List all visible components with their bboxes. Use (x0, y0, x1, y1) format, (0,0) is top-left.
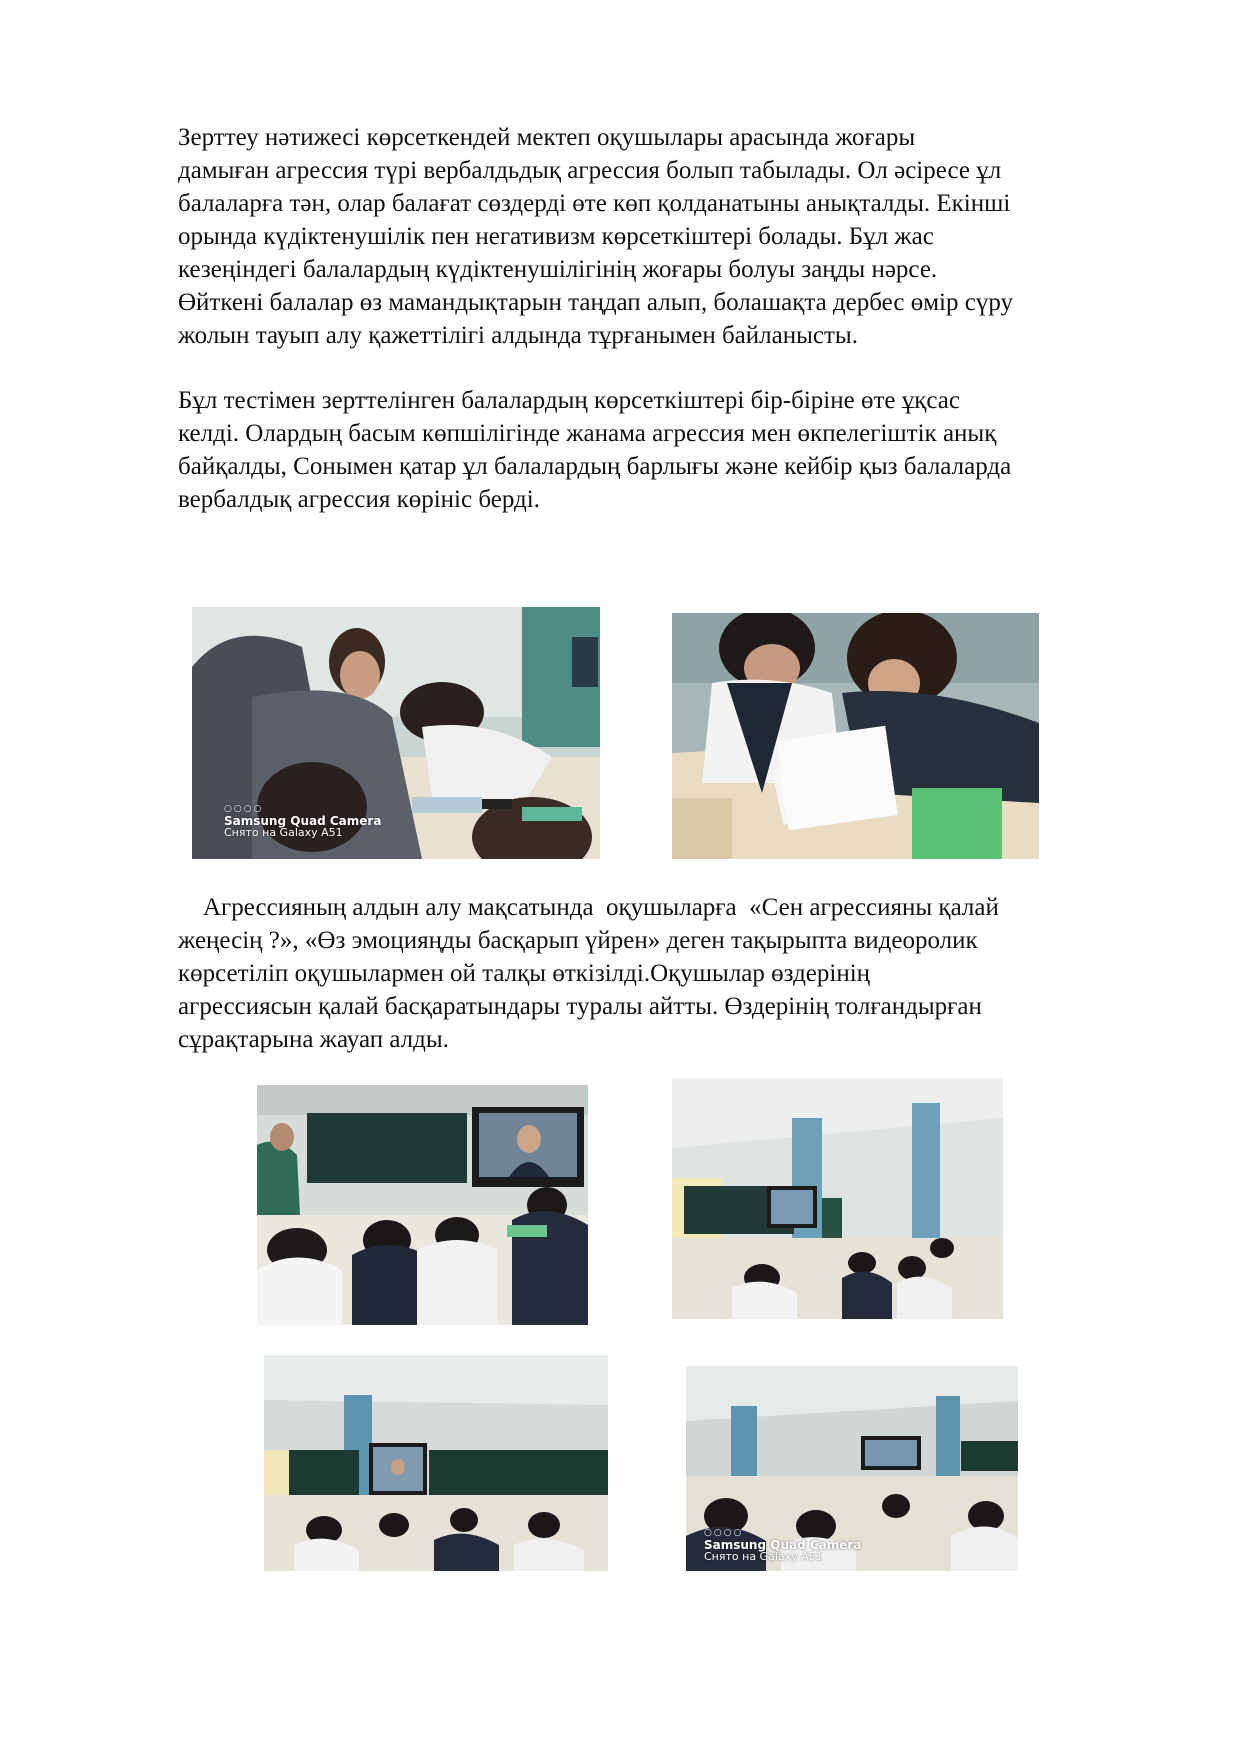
photo-classroom-video-3 (264, 1355, 608, 1571)
text-line: сұрақтарына жауап алды. (178, 1026, 449, 1053)
text-line: Өйткені балалар өз мамандықтарын таңдап алып, болашақта дербес өмір сүру (178, 289, 1013, 316)
text-line: Агрессияның алдын алу мақсатында оқушыларға «Сен агрессияны қалай (178, 894, 999, 921)
camera-watermark (224, 803, 381, 839)
text-line: балаларға тән, олар балағат сөздерді өте көп қолданатыны анықталды. Екінші (178, 190, 1011, 217)
watermark-device: Снято на Galaxy A51 (224, 826, 343, 839)
text-line: вербалдық агрессия көрініс берді. (178, 486, 540, 513)
text-line: көрсетіліп оқушылармен ой талқы өткізілді.Оқушылар өздерінің (178, 960, 871, 987)
watermark-dots: ○○○○ (704, 1528, 744, 1538)
text-line: агрессиясын қалай басқаратындары туралы айтты. Өздерінің толғандырған (178, 993, 982, 1020)
paragraph-test-findings (178, 384, 1158, 516)
watermark-dots: ○○○○ (224, 804, 264, 814)
text-line: Зерттеу нәтижесі көрсеткендей мектеп оқушылары арасында жоғары (178, 124, 916, 151)
watermark-camera: Samsung Quad Camera (704, 1538, 862, 1552)
photo-students-writing (672, 613, 1039, 859)
text-line: келді. Олардың басым көпшілігінде жанама агрессия мен өкпелегіштік анық (178, 420, 997, 447)
camera-watermark (704, 1527, 861, 1563)
watermark-device: Снято на Galaxy A51 (704, 1550, 823, 1563)
photo-teacher-with-students (192, 607, 600, 859)
text-line: жолын тауып алу қажеттілігі алдында тұрғанымен байланысты. (178, 322, 858, 349)
photo-classroom-video-1 (257, 1085, 588, 1325)
text-line: байқалды, Сонымен қатар ұл балалардың барлығы және кейбір қыз балаларда (178, 453, 1012, 480)
watermark-camera: Samsung Quad Camera (224, 814, 382, 828)
text-line: орында күдіктенушілік пен негативизм көрсеткіштері болады. Бұл жас (178, 223, 934, 250)
text-line: Бұл тестімен зерттелінген балалардың көрсеткіштері бір-біріне өте ұқсас (178, 387, 960, 414)
paragraph-prevention (178, 891, 1158, 1056)
paragraph-results (178, 121, 1158, 352)
text-line: кезеңіндегі балалардың күдіктенушілігінің жоғары болуы заңды нәрсе. (178, 256, 938, 283)
text-line: жеңесің ?», «Өз эмоцияңды басқарып үйрен» деген тақырыпта видеоролик (178, 927, 978, 954)
text-line: дамыған агрессия түрі вербалдьдық агрессия болып табылады. Ол әсіресе ұл (178, 157, 1002, 184)
photo-classroom-back-view (686, 1366, 1018, 1571)
photo-classroom-video-2 (672, 1078, 1003, 1319)
